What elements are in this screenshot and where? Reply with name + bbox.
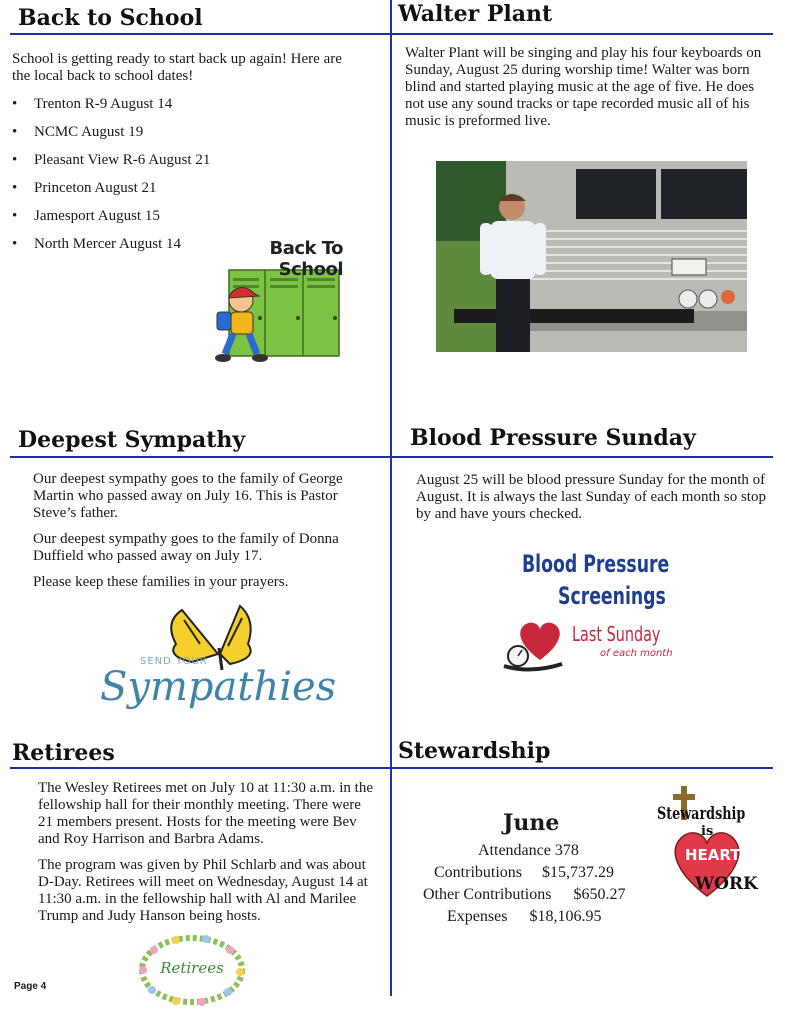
sympathy-clipart (100, 604, 337, 730)
retirees-wreath-text: Retirees (160, 959, 224, 977)
heart-blood-pressure-cuff-icon (500, 612, 570, 672)
stew-value: $15,737.29 (542, 864, 615, 881)
bp-graphic-line2: Screenings (558, 582, 666, 610)
sympathy-clipart-small: SEND YOUR (140, 656, 208, 667)
list-item: • Princeton August 21 (10, 179, 310, 207)
back-to-school-heading: Back to School (18, 5, 203, 31)
sympathy-heading: Deepest Sympathy (18, 427, 246, 453)
bp-graphic-line4: of each month (600, 648, 673, 659)
sympathy-paragraph: Our deepest sympathy goes to the family of George Martin who passed away on July 16. This is Pastor Steve’s father. (33, 471, 343, 521)
bp-graphic-line1: Blood Pressure (522, 550, 670, 578)
retirees-wreath (136, 932, 248, 1008)
stewardship-month: June (503, 810, 560, 836)
stew-graphic-line2: is (701, 824, 714, 839)
sympathy-paragraph: Our deepest sympathy goes to the family of Donna Duffield who passed away on July 17. (33, 531, 339, 564)
stew-label: Other Contributions (423, 886, 552, 903)
sympathy-clipart-large: Sympathies (100, 664, 337, 710)
stew-value: 378 (554, 842, 579, 859)
stew-graphic-line1: Stewardship (657, 804, 746, 824)
back-to-school-clipart-text: Back To School (269, 238, 343, 280)
column-divider (390, 0, 392, 996)
stew-value: $650.27 (573, 886, 626, 903)
list-item: • North Mercer August 14 (10, 235, 310, 263)
stew-label: Attendance (478, 842, 551, 859)
table-row (420, 884, 652, 906)
bp-graphic-line3: Last Sunday (572, 622, 661, 646)
list-item: • Jamesport August 15 (10, 207, 310, 235)
stewardship-table (420, 840, 652, 928)
walter-plant-heading: Walter Plant (398, 1, 553, 27)
stew-value: $18,106.95 (529, 908, 602, 925)
list-item: • NCMC August 19 (10, 123, 310, 151)
walter-plant-photo (436, 161, 747, 352)
walter-plant-body: Walter Plant will be singing and play his four keyboards on Sunday, August 25 during worship time! Walter was born blind and started playing music at the age of five. He does not use any sound tracks or tape recorded music all of his music is preformed live. (405, 45, 762, 129)
retirees-body (38, 780, 373, 934)
table-row (420, 862, 652, 884)
blood-pressure-heading: Blood Pressure Sunday (410, 425, 696, 451)
sympathy-paragraph: Please keep these families in your prayers. (33, 574, 289, 590)
list-item: • Trenton R-9 August 14 (10, 95, 310, 123)
stew-label: Contributions (434, 864, 523, 881)
table-row (420, 840, 652, 862)
table-row (420, 906, 652, 928)
blood-pressure-body: August 25 will be blood pressure Sunday for the month of August. It is always the last Sunday of each month so stop by and have yours checked. (416, 472, 766, 522)
retirees-paragraph: The Wesley Retirees met on July 10 at 11:30 a.m. in the fellowship hall for their monthly meeting. There were 21 members present. Hosts for the meeting were Bev and Roy Harrison and Barbra Adams. (38, 780, 373, 847)
stew-label: Expenses (447, 908, 508, 925)
stew-graphic-line4: WORK (695, 874, 758, 894)
stewardship-graphic (655, 784, 765, 906)
back-to-school-clipart (203, 238, 343, 366)
retirees-paragraph: The program was given by Phil Schlarb and was about D-Day. Retirees will meet on Wednesday, August 14 at 11:30 a.m. in the fellowship hall with Al and Marilee Trump and Judy Hanson being hosts. (38, 857, 368, 924)
retirees-heading: Retirees (12, 740, 115, 766)
page-number: Page 4 (14, 981, 47, 992)
list-item: • Pleasant View R-6 August 21 (10, 151, 310, 179)
sympathy-body (33, 471, 363, 600)
back-to-school-intro: School is getting ready to start back up again! Here are the local back to school dates! (12, 51, 342, 84)
stew-graphic-line3: HEART (685, 846, 741, 864)
stewardship-heading: Stewardship (398, 738, 551, 764)
musician-with-bus-image (436, 161, 747, 352)
blood-pressure-graphic (500, 548, 673, 676)
